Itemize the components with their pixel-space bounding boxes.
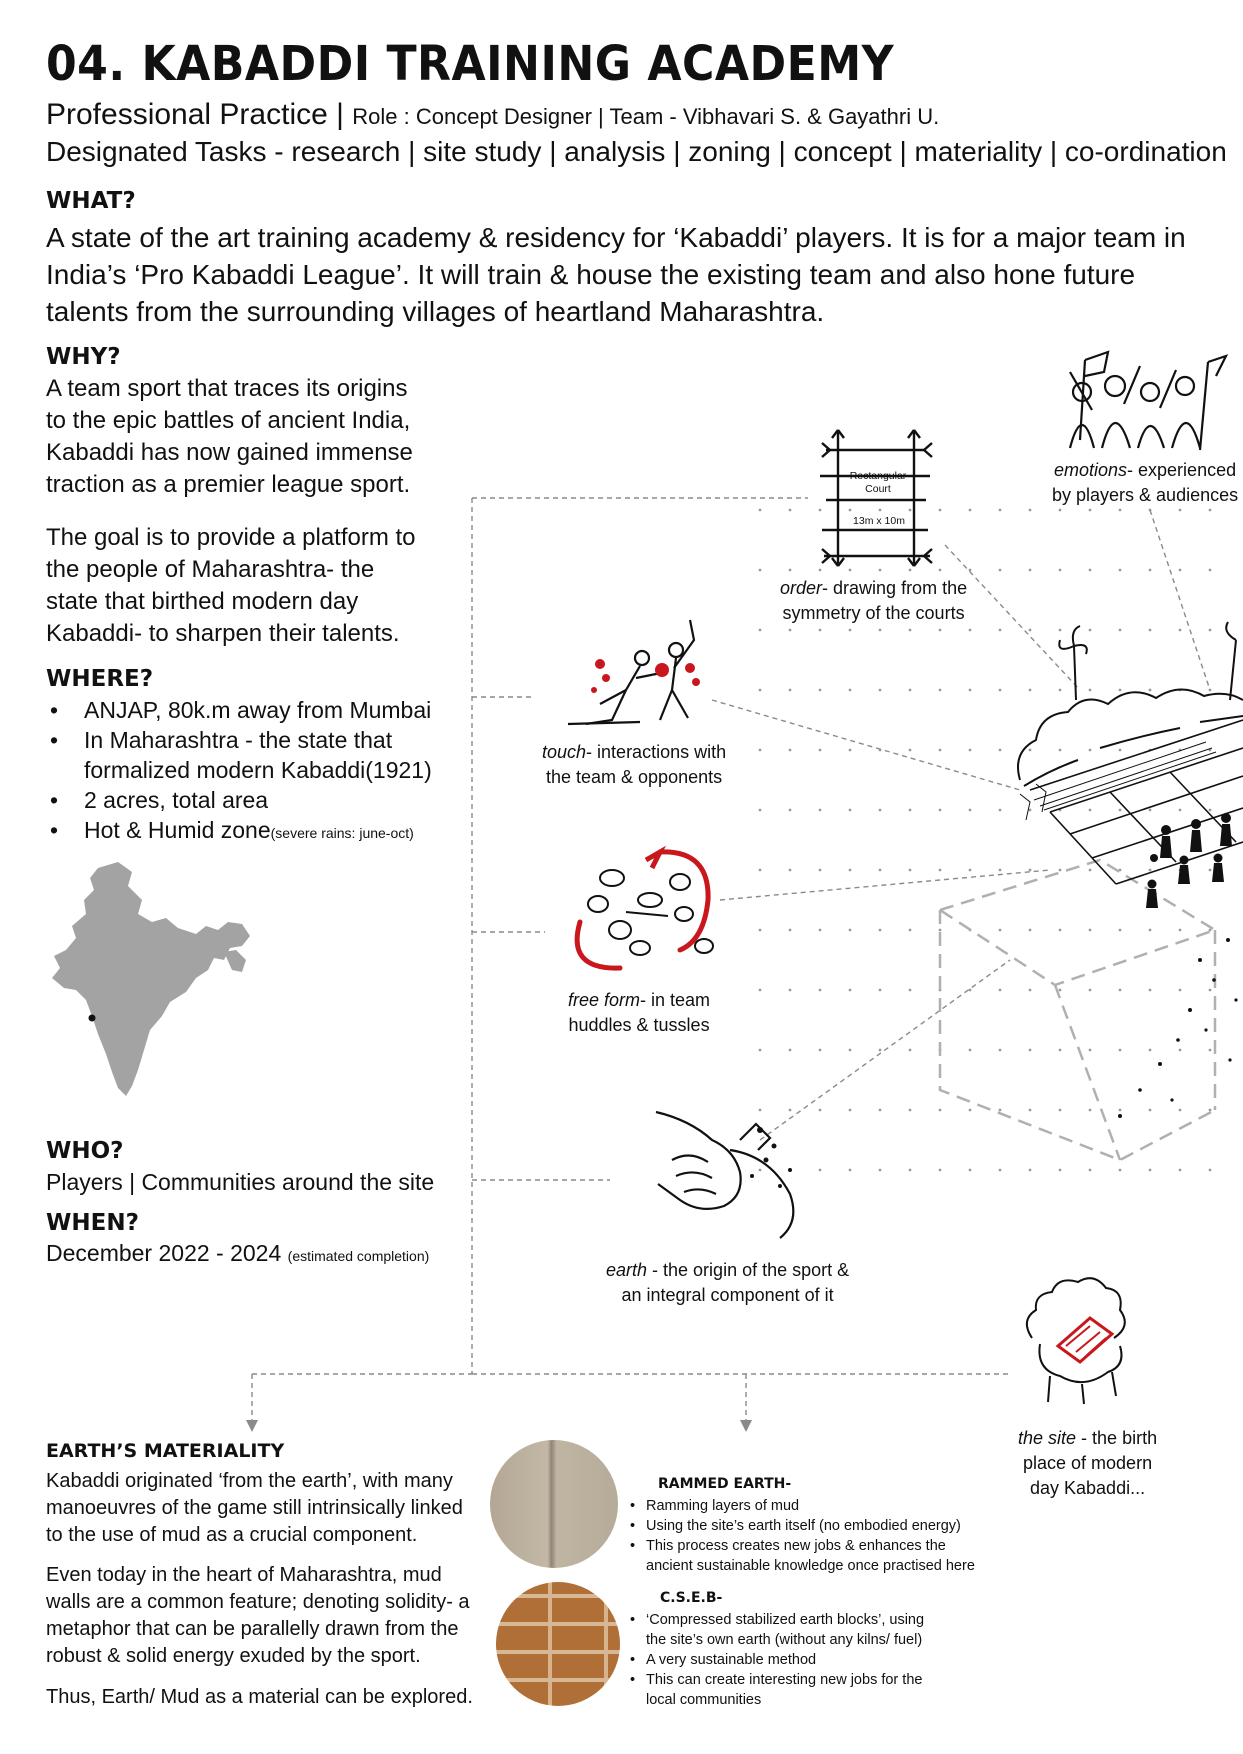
rammed-earth-item: • This process creates new jobs & enhances the ancient sustainable knowledge once practised here	[630, 1536, 990, 1576]
touch-line-2: the team & opponents	[545, 767, 723, 787]
where-item: • 2 acres, total area	[46, 785, 446, 815]
emotions-key: emotions	[1053, 460, 1128, 480]
cseb-item: • This can create interesting new jobs for the local communities	[630, 1670, 930, 1710]
cseb-list	[630, 1610, 930, 1710]
where-item: • In Maharashtra - the state that formalized modern Kabaddi(1921)	[46, 725, 446, 785]
page-title: 04. KABADDI TRAINING ACADEMY	[46, 36, 895, 92]
practice-label: Professional Practice |	[46, 98, 344, 131]
what-text: A state of the art training academy & residency for ‘Kabaddi’ players. It is for a major team in India’s ‘Pro Kabaddi League’. It will train & house the existing team and also hone future talents from the surrounding villages of heartland Maharashtra.	[46, 222, 1186, 327]
huddle-sketch	[577, 852, 713, 968]
earth-caption	[606, 1258, 849, 1308]
who-text: Players | Communities around the site	[46, 1169, 435, 1195]
order-line-2: symmetry of the courts	[782, 603, 965, 623]
order-line-1: - drawing from the	[822, 578, 968, 598]
earth-line-2: an integral component of it	[621, 1285, 834, 1305]
rammed-earth-swatch	[490, 1440, 618, 1568]
touch-sketch	[568, 620, 700, 724]
emotions-line-2: by players & audiences	[1052, 485, 1239, 505]
rammed-earth-heading: RAMMED EARTH-	[658, 1476, 792, 1492]
hand-earth-sketch	[656, 1112, 793, 1238]
role-team-label: Role : Concept Designer | Team - Vibhavari S. & Gayathri U.	[352, 104, 940, 129]
court-label-line-1: Rectangular	[849, 470, 907, 482]
site-key: the site	[1018, 1428, 1077, 1448]
materiality-paragraph-1: Kabaddi originated ‘from the earth’, with many manoeuvres of the game still intrinsically linked to the use of mud as a crucial component.	[46, 1470, 463, 1546]
site-line-1: - the birth	[1076, 1428, 1158, 1448]
rammed-earth-item: • Using the site’s earth itself (no embodied energy)	[630, 1516, 990, 1536]
crowd-sketch	[1070, 352, 1226, 450]
emotions-caption	[1052, 458, 1238, 508]
free-form-line-1: - in team	[640, 990, 711, 1010]
why-heading: WHY?	[46, 344, 121, 370]
materiality-heading: EARTH’S MATERIALITY	[46, 1440, 285, 1462]
touch-key: touch	[542, 742, 587, 762]
free-form-line-2: huddles & tussles	[568, 1015, 710, 1035]
what-heading: WHAT?	[46, 188, 136, 214]
where-heading: WHERE?	[46, 666, 154, 692]
arrow-heads	[246, 1420, 752, 1432]
touch-caption	[542, 740, 726, 790]
cseb-brick-swatch	[496, 1582, 620, 1706]
materiality-paragraph-3: Thus, Earth/ Mud as a material can be explored.	[46, 1686, 473, 1708]
when-note: (estimated completion)	[287, 1248, 430, 1264]
court-size-label: 13m x 10m	[853, 515, 905, 527]
order-caption	[780, 576, 967, 626]
when-heading: WHEN?	[46, 1210, 139, 1236]
court-label-line-2: Court	[865, 483, 891, 495]
cseb-item: • A very sustainable method	[630, 1650, 930, 1670]
rammed-earth-list	[630, 1496, 990, 1576]
cseb-heading: C.S.E.B-	[660, 1590, 723, 1606]
site-caption	[1018, 1426, 1157, 1501]
climate-label: Hot & Humid zone	[84, 817, 271, 843]
isometric-box	[940, 860, 1215, 1160]
materiality-paragraph-2: Even today in the heart of Maharashtra, mud walls are a common feature; denoting solidity- a metaphor that can be parallelly drawn from the robust & solid energy exuded by the sport.	[46, 1564, 470, 1667]
touch-line-1: - interactions with	[586, 742, 727, 762]
who-heading: WHO?	[46, 1138, 124, 1164]
designated-tasks: Designated Tasks - research | site study | analysis | zoning | concept | materiality | co-ordination	[46, 136, 1227, 167]
earth-line-1: - the origin of the sport &	[647, 1260, 850, 1280]
cseb-block	[630, 1590, 930, 1710]
court-label	[848, 470, 908, 496]
order-key: order	[780, 578, 823, 598]
emotions-line-1: - experienced	[1127, 460, 1237, 480]
rammed-earth-item: • Ramming layers of mud	[630, 1496, 990, 1516]
cseb-item: • ‘Compressed stabilized earth blocks’, using the site’s own earth (without any kilns/ fuel)	[630, 1610, 930, 1650]
when-text: December 2022 - 2024	[46, 1240, 282, 1266]
rammed-earth-block	[630, 1476, 990, 1576]
why-paragraph-2: The goal is to provide a platform to the people of Maharashtra- the state that birthed modern day Kabaddi- to sharpen their talents.	[46, 524, 416, 647]
why-paragraph-1: A team sport that traces its origins to the epic battles of ancient India, Kabaddi has now gained immense traction as a premier league sport.	[46, 375, 413, 498]
free-form-caption	[568, 988, 710, 1038]
where-item: • ANJAP, 80k.m away from Mumbai	[46, 695, 446, 725]
climate-note: (severe rains: june-oct)	[270, 825, 414, 841]
site-line-3: day Kabaddi...	[1030, 1478, 1146, 1498]
site-sketch	[1027, 1278, 1125, 1404]
free-form-key: free form	[568, 990, 641, 1010]
court-sketch	[820, 430, 932, 566]
earth-key: earth	[606, 1260, 648, 1280]
site-line-2: place of modern	[1023, 1453, 1153, 1473]
